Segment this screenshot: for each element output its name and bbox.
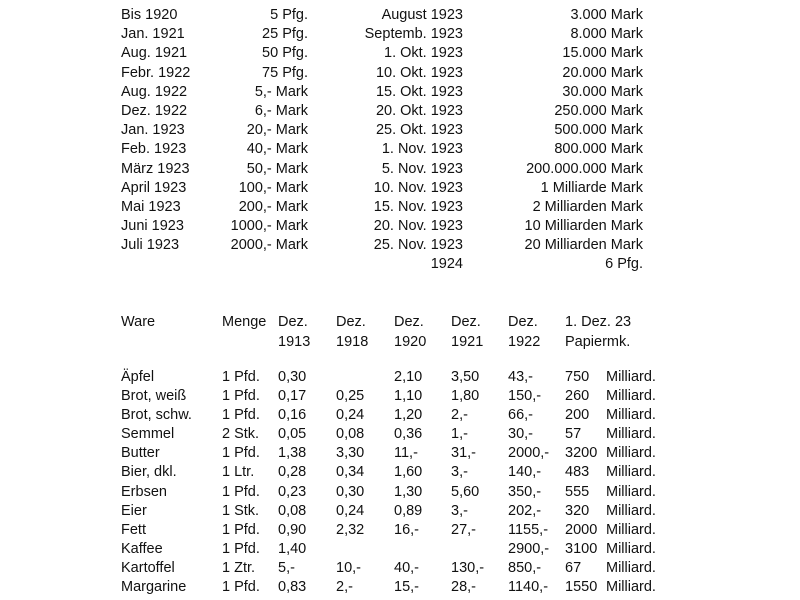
table-row bbox=[0, 444, 800, 463]
cell-1923: 200 bbox=[565, 407, 590, 424]
rate-value-right: 250.000 Mark bbox=[554, 102, 643, 119]
cell-1913: 0,17 bbox=[278, 388, 307, 405]
cell-1918: 0,24 bbox=[336, 407, 365, 424]
rate-value-right: 500.000 Mark bbox=[554, 122, 643, 139]
cell-ware: Margarine bbox=[121, 579, 187, 596]
cell-menge: 1 Ztr. bbox=[222, 559, 256, 576]
cell-ware: Bier, dkl. bbox=[121, 464, 177, 481]
rate-date-left: Juni 1923 bbox=[121, 218, 184, 235]
cell-menge: 1 Pfd. bbox=[222, 521, 260, 538]
rate-value-left: 50 Pfg. bbox=[262, 45, 308, 62]
rate-date-right: 20. Okt. 1923 bbox=[375, 102, 463, 119]
cell-ware: Äpfel bbox=[121, 369, 155, 385]
cell-ware: Kaffee bbox=[121, 540, 163, 557]
cell-unit: Milliard. bbox=[606, 521, 656, 538]
cell-unit: Milliard. bbox=[606, 540, 656, 557]
rate-date-right: 10. Nov. 1923 bbox=[373, 179, 463, 196]
rate-date-left: Aug. 1921 bbox=[121, 45, 188, 62]
cell-1922: 43,- bbox=[508, 369, 533, 385]
rate-date-right: 10. Okt. 1923 bbox=[375, 64, 463, 81]
rate-date-right: 15. Okt. 1923 bbox=[375, 83, 463, 100]
rate-date-right: 1. Nov. 1923 bbox=[381, 141, 463, 158]
cell-ware: Fett bbox=[121, 521, 146, 538]
cell-1922: 66,- bbox=[508, 407, 533, 424]
rate-date-left: Juli 1923 bbox=[121, 237, 180, 254]
table-row bbox=[0, 540, 800, 559]
header-1913-year: 1913 bbox=[278, 334, 311, 350]
header-1920-month: Dez. bbox=[394, 314, 424, 330]
rate-date-right: 25. Nov. 1923 bbox=[373, 237, 463, 254]
cell-menge: 1 Stk. bbox=[222, 502, 260, 519]
cell-1913: 1,40 bbox=[278, 540, 307, 557]
rate-row bbox=[0, 160, 800, 179]
cell-1921: 27,- bbox=[451, 521, 476, 538]
header-1913-month: Dez. bbox=[278, 314, 308, 330]
cell-1922: 850,- bbox=[508, 559, 542, 576]
cell-1923: 483 bbox=[565, 464, 590, 481]
rate-date-right: 20. Nov. 1923 bbox=[373, 218, 463, 235]
header-ware: Ware bbox=[121, 314, 156, 330]
cell-unit: Milliard. bbox=[606, 559, 656, 576]
rate-value-left: 75 Pfg. bbox=[262, 64, 308, 81]
cell-1913: 0,16 bbox=[278, 407, 307, 424]
cell-1920: 15,- bbox=[394, 579, 419, 596]
rate-date-left: April 1923 bbox=[121, 179, 187, 196]
rate-date-right: August 1923 bbox=[381, 7, 463, 23]
postage-rates-table bbox=[0, 6, 800, 275]
rate-value-right: 6 Pfg. bbox=[605, 256, 643, 273]
rate-row bbox=[0, 102, 800, 121]
rate-date-left: März 1923 bbox=[121, 160, 190, 177]
cell-1922: 1155,- bbox=[508, 521, 549, 538]
cell-1921: 1,80 bbox=[451, 388, 480, 405]
cell-1922: 202,- bbox=[508, 502, 542, 519]
rate-row bbox=[0, 198, 800, 217]
cell-1921: 28,- bbox=[451, 579, 476, 596]
cell-menge: 1 Pfd. bbox=[222, 388, 260, 405]
table-row bbox=[0, 425, 800, 444]
rate-value-left: 50,- Mark bbox=[246, 160, 308, 177]
cell-1920: 1,20 bbox=[394, 407, 423, 424]
cell-1921: 1,- bbox=[451, 426, 468, 443]
rate-value-left: 25 Pfg. bbox=[262, 26, 308, 43]
rate-value-left: 6,- Mark bbox=[254, 102, 308, 119]
rate-date-right: 5. Nov. 1923 bbox=[381, 160, 463, 177]
cell-1923: 3200 bbox=[565, 445, 598, 462]
rate-value-right: 15.000 Mark bbox=[562, 45, 643, 62]
rate-date-left: Feb. 1923 bbox=[121, 141, 187, 158]
cell-unit: Milliard. bbox=[606, 483, 656, 500]
rate-value-right: 8.000 Mark bbox=[570, 26, 643, 43]
rate-value-left: 200,- Mark bbox=[238, 198, 308, 215]
cell-1913: 0,28 bbox=[278, 464, 307, 481]
cell-ware: Brot, weiß bbox=[121, 388, 187, 405]
header-1922-year: 1922 bbox=[508, 334, 541, 350]
table-row bbox=[0, 502, 800, 521]
rate-value-right: 200.000.000 Mark bbox=[526, 160, 643, 177]
cell-unit: Milliard. bbox=[606, 579, 656, 596]
cell-1913: 0,05 bbox=[278, 426, 307, 443]
cell-1923: 2000 bbox=[565, 521, 598, 538]
goods-table-header bbox=[0, 312, 800, 352]
cell-1920: 11,- bbox=[394, 445, 418, 462]
cell-1921: 3,- bbox=[451, 502, 468, 519]
cell-1922: 140,- bbox=[508, 464, 542, 481]
cell-1923: 57 bbox=[565, 426, 582, 443]
cell-1922: 350,- bbox=[508, 483, 542, 500]
cell-1918: 0,24 bbox=[336, 502, 365, 519]
rate-value-right: 800.000 Mark bbox=[554, 141, 643, 158]
rate-row bbox=[0, 44, 800, 63]
cell-unit: Milliard. bbox=[606, 464, 656, 481]
rate-row bbox=[0, 179, 800, 198]
cell-1923: 67 bbox=[565, 559, 582, 576]
table-row bbox=[0, 559, 800, 578]
header-1922-month: Dez. bbox=[508, 314, 538, 330]
rate-value-left: 40,- Mark bbox=[246, 141, 308, 158]
rate-row bbox=[0, 64, 800, 83]
cell-1923: 320 bbox=[565, 502, 590, 519]
cell-1920: 1,30 bbox=[394, 483, 423, 500]
cell-ware: Erbsen bbox=[121, 483, 167, 500]
cell-1922: 1140,- bbox=[508, 579, 549, 596]
cell-1913: 0,08 bbox=[278, 502, 307, 519]
cell-unit: Milliard. bbox=[606, 407, 656, 424]
table-row bbox=[0, 578, 800, 597]
rate-row bbox=[0, 217, 800, 236]
cell-1918: 10,- bbox=[336, 559, 361, 576]
cell-menge: 1 Pfd. bbox=[222, 579, 260, 596]
cell-1921: 5,60 bbox=[451, 483, 480, 500]
rate-row bbox=[0, 255, 800, 274]
goods-price-table bbox=[0, 312, 800, 596]
cell-menge: 1 Pfd. bbox=[222, 483, 260, 500]
cell-ware: Eier bbox=[121, 502, 147, 519]
rate-value-left: 100,- Mark bbox=[238, 179, 308, 196]
cell-ware: Butter bbox=[121, 445, 160, 462]
rate-row bbox=[0, 25, 800, 44]
rate-date-left: Bis 1920 bbox=[121, 7, 178, 23]
table-row bbox=[0, 387, 800, 406]
cell-1913: 0,30 bbox=[278, 369, 307, 385]
cell-1920: 2,10 bbox=[394, 369, 423, 385]
cell-unit: Milliard. bbox=[606, 388, 656, 405]
rate-date-right: 25. Okt. 1923 bbox=[375, 122, 463, 139]
header-1918-month: Dez. bbox=[336, 314, 366, 330]
rate-value-left: 20,- Mark bbox=[246, 122, 308, 139]
cell-menge: 1 Pfd. bbox=[222, 540, 260, 557]
cell-1923: 555 bbox=[565, 483, 590, 500]
table-row bbox=[0, 521, 800, 540]
cell-1922: 30,- bbox=[508, 426, 533, 443]
cell-menge: 1 Pfd. bbox=[222, 445, 260, 462]
cell-1913: 0,23 bbox=[278, 483, 307, 500]
rate-date-left: Jan. 1923 bbox=[121, 122, 185, 139]
cell-1918: 0,25 bbox=[336, 388, 365, 405]
cell-1918: 0,34 bbox=[336, 464, 365, 481]
cell-1920: 0,36 bbox=[394, 426, 423, 443]
cell-menge: 1 Pfd. bbox=[222, 369, 260, 385]
rate-date-left: Aug. 1922 bbox=[121, 83, 188, 100]
cell-1923: 750 bbox=[565, 369, 590, 385]
cell-1920: 1,10 bbox=[394, 388, 423, 405]
cell-menge: 2 Stk. bbox=[222, 426, 260, 443]
cell-unit: Milliard. bbox=[606, 426, 656, 443]
cell-ware: Kartoffel bbox=[121, 559, 175, 576]
cell-unit: Milliard. bbox=[606, 369, 656, 385]
cell-menge: 1 Ltr. bbox=[222, 464, 255, 481]
cell-ware: Semmel bbox=[121, 426, 175, 443]
cell-1923: 1550 bbox=[565, 579, 598, 596]
cell-1920: 1,60 bbox=[394, 464, 423, 481]
cell-unit: Milliard. bbox=[606, 445, 656, 462]
cell-1921: 130,- bbox=[451, 559, 485, 576]
cell-1923: 3100 bbox=[565, 540, 598, 557]
cell-1913: 0,90 bbox=[278, 521, 307, 538]
rate-row bbox=[0, 6, 800, 25]
rate-row bbox=[0, 83, 800, 102]
goods-table-body bbox=[0, 368, 800, 597]
cell-1922: 150,- bbox=[508, 388, 542, 405]
rate-date-left: Mai 1923 bbox=[121, 198, 181, 215]
cell-1921: 3,50 bbox=[451, 369, 480, 385]
header-1918-year: 1918 bbox=[336, 334, 369, 350]
cell-1923: 260 bbox=[565, 388, 590, 405]
rate-value-right: 2 Milliarden Mark bbox=[532, 198, 643, 215]
rate-date-left: Dez. 1922 bbox=[121, 102, 188, 119]
cell-1918: 3,30 bbox=[336, 445, 365, 462]
rate-value-right: 20.000 Mark bbox=[562, 64, 643, 81]
cell-unit: Milliard. bbox=[606, 502, 656, 519]
rate-row bbox=[0, 121, 800, 140]
rate-date-right: 15. Nov. 1923 bbox=[373, 198, 463, 215]
cell-1913: 1,38 bbox=[278, 445, 307, 462]
cell-1913: 0,83 bbox=[278, 579, 307, 596]
cell-ware: Brot, schw. bbox=[121, 407, 192, 424]
cell-1920: 16,- bbox=[394, 521, 419, 538]
header-1920-year: 1920 bbox=[394, 334, 427, 350]
rate-date-right: Septemb. 1923 bbox=[364, 26, 463, 43]
cell-menge: 1 Pfd. bbox=[222, 407, 260, 424]
rate-value-left: 5,- Mark bbox=[254, 83, 308, 100]
rate-row bbox=[0, 140, 800, 159]
cell-1918: 0,08 bbox=[336, 426, 365, 443]
cell-1918: 2,- bbox=[336, 579, 353, 596]
cell-1913: 5,- bbox=[278, 559, 295, 576]
rate-value-right: 30.000 Mark bbox=[562, 83, 643, 100]
table-row bbox=[0, 463, 800, 482]
rate-value-right: 20 Milliarden Mark bbox=[524, 237, 643, 254]
rate-value-right: 3.000 Mark bbox=[570, 7, 643, 23]
rate-value-right: 10 Milliarden Mark bbox=[524, 218, 643, 235]
header-1921-year: 1921 bbox=[451, 334, 484, 350]
table-row bbox=[0, 368, 800, 387]
cell-1920: 0,89 bbox=[394, 502, 423, 519]
cell-1920: 40,- bbox=[394, 559, 419, 576]
header-1923-date: 1. Dez. 23 bbox=[565, 314, 632, 330]
cell-1921: 31,- bbox=[451, 445, 476, 462]
rate-row bbox=[0, 236, 800, 255]
rate-date-left: Jan. 1921 bbox=[121, 26, 185, 43]
cell-1921: 2,- bbox=[451, 407, 468, 424]
header-1921-month: Dez. bbox=[451, 314, 481, 330]
cell-1921: 3,- bbox=[451, 464, 468, 481]
rate-value-left: 1000,- Mark bbox=[230, 218, 308, 235]
rate-date-right: 1924 bbox=[430, 256, 463, 273]
header-menge: Menge bbox=[222, 314, 267, 330]
rate-value-left: 5 Pfg. bbox=[270, 7, 308, 23]
cell-1918: 0,30 bbox=[336, 483, 365, 500]
rate-date-left: Febr. 1922 bbox=[121, 64, 191, 81]
rate-value-left: 2000,- Mark bbox=[230, 237, 308, 254]
cell-1922: 2900,- bbox=[508, 540, 550, 557]
header-1923-unit: Papiermk. bbox=[565, 334, 631, 350]
cell-1922: 2000,- bbox=[508, 445, 550, 462]
table-row bbox=[0, 406, 800, 425]
rate-date-right: 1. Okt. 1923 bbox=[384, 45, 463, 62]
table-row bbox=[0, 483, 800, 502]
cell-1918: 2,32 bbox=[336, 521, 365, 538]
rate-value-right: 1 Milliarde Mark bbox=[540, 179, 643, 196]
